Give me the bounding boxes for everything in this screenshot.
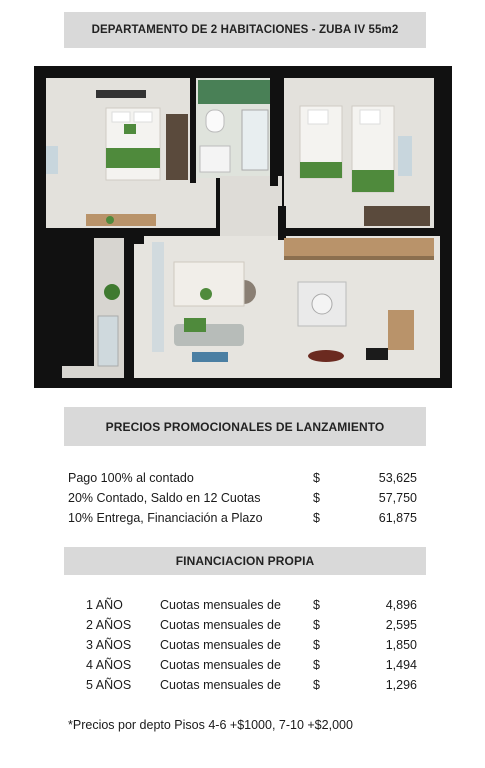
financing-currency: $ [313, 678, 320, 692]
price-note: *Precios por depto Pisos 4-6 +$1000, 7-10 +$2,000 [68, 718, 353, 732]
promo-amount: 61,875 [378, 511, 417, 525]
financing-desc: Cuotas mensuales de [160, 638, 281, 652]
promo-currency: $ [313, 511, 320, 525]
financing-row [0, 596, 485, 614]
financing-banner [64, 547, 426, 575]
financing-desc: Cuotas mensuales de [160, 658, 281, 672]
financing-years: 2 AÑOS [86, 618, 132, 632]
financing-row [0, 636, 485, 654]
financing-currency: $ [313, 618, 320, 632]
promo-label: 20% Contado, Saldo en 12 Cuotas [68, 491, 261, 505]
financing-heading: FINANCIACION PROPIA [175, 554, 315, 568]
promo-amount: 57,750 [378, 491, 417, 505]
financing-currency: $ [313, 598, 320, 612]
financing-currency: $ [313, 638, 320, 652]
financing-amount: 1,494 [385, 658, 417, 672]
financing-amount: 1,850 [385, 638, 417, 652]
financing-row [0, 676, 485, 694]
promo-currency: $ [313, 491, 320, 505]
financing-years: 5 AÑOS [86, 678, 132, 692]
promo-currency: $ [313, 471, 320, 485]
promo-label: Pago 100% al contado [68, 471, 194, 485]
promo-row [0, 469, 485, 487]
financing-amount: 1,296 [385, 678, 417, 692]
promo-heading: PRECIOS PROMOCIONALES DE LANZAMIENTO [105, 419, 385, 434]
financing-currency: $ [313, 658, 320, 672]
page-title: DEPARTAMENTO DE 2 HABITACIONES - ZUBA IV 55m2 [91, 24, 399, 36]
promo-banner [64, 407, 426, 446]
financing-row [0, 656, 485, 674]
floor-plan-image [34, 66, 452, 388]
promo-label: 10% Entrega, Financiación a Plazo [68, 511, 263, 525]
financing-desc: Cuotas mensuales de [160, 678, 281, 692]
financing-desc: Cuotas mensuales de [160, 618, 281, 632]
financing-amount: 2,595 [385, 618, 417, 632]
title-banner [64, 12, 426, 48]
promo-row [0, 489, 485, 507]
financing-row [0, 616, 485, 634]
financing-years: 1 AÑO [86, 598, 123, 612]
financing-desc: Cuotas mensuales de [160, 598, 281, 612]
financing-years: 4 AÑOS [86, 658, 132, 672]
financing-years: 3 AÑOS [86, 638, 132, 652]
promo-row [0, 509, 485, 527]
financing-amount: 4,896 [385, 598, 417, 612]
promo-amount: 53,625 [378, 471, 417, 485]
